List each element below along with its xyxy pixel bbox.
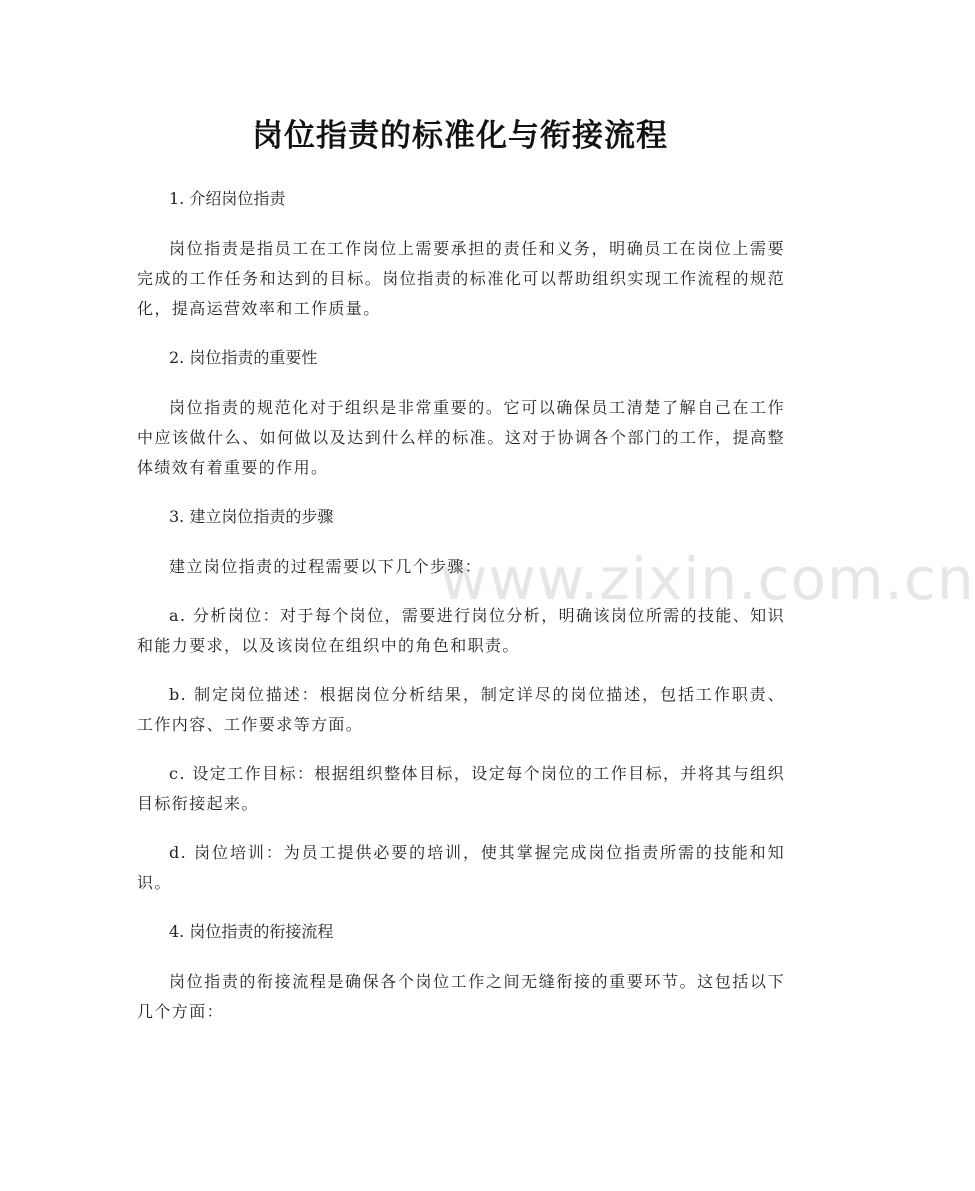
section-heading-2: 2. 岗位指责的重要性 xyxy=(169,348,318,367)
section-heading-3: 3. 建立岗位指责的步骤 xyxy=(169,507,334,526)
list-item-a: a. 分析岗位：对于每个岗位，需要进行岗位分析，明确该岗位所需的技能、知识和能力要求，以及该岗位在组织中的角色和职责。 xyxy=(137,606,785,655)
list-item-d: d. 岗位培训：为员工提供必要的培训，使其掌握完成岗位指责所需的技能和知识。 xyxy=(137,843,785,892)
document-body xyxy=(137,184,785,1027)
section-heading-1: 1. 介绍岗位指责 xyxy=(169,189,286,208)
section-heading-4: 4. 岗位指责的衔接流程 xyxy=(169,922,334,941)
document-title: 岗位指责的标准化与衔接流程 xyxy=(252,118,668,154)
paragraph: 岗位指责是指员工在工作岗位上需要承担的责任和义务，明确员工在岗位上需要完成的工作任务和达到的目标。岗位指责的标准化可以帮助组织实现工作流程的规范化，提高运营效率和工作质量。 xyxy=(137,239,785,318)
paragraph: 岗位指责的规范化对于组织是非常重要的。它可以确保员工清楚了解自己在工作中应该做什么、如何做以及达到什么样的标准。这对于协调各个部门的工作，提高整体绩效有着重要的作用。 xyxy=(137,398,785,477)
paragraph: 岗位指责的衔接流程是确保各个岗位工作之间无缝衔接的重要环节。这包括以下几个方面： xyxy=(137,972,785,1021)
watermark: www.zixin.com.cn xyxy=(440,545,975,613)
list-item-b: b. 制定岗位描述：根据岗位分析结果，制定详尽的岗位描述，包括工作职责、工作内容、工作要求等方面。 xyxy=(137,685,785,734)
list-item-c: c. 设定工作目标：根据组织整体目标，设定每个岗位的工作目标，并将其与组织目标衔接起来。 xyxy=(137,764,785,813)
paragraph: 建立岗位指责的过程需要以下几个步骤： xyxy=(169,557,483,576)
